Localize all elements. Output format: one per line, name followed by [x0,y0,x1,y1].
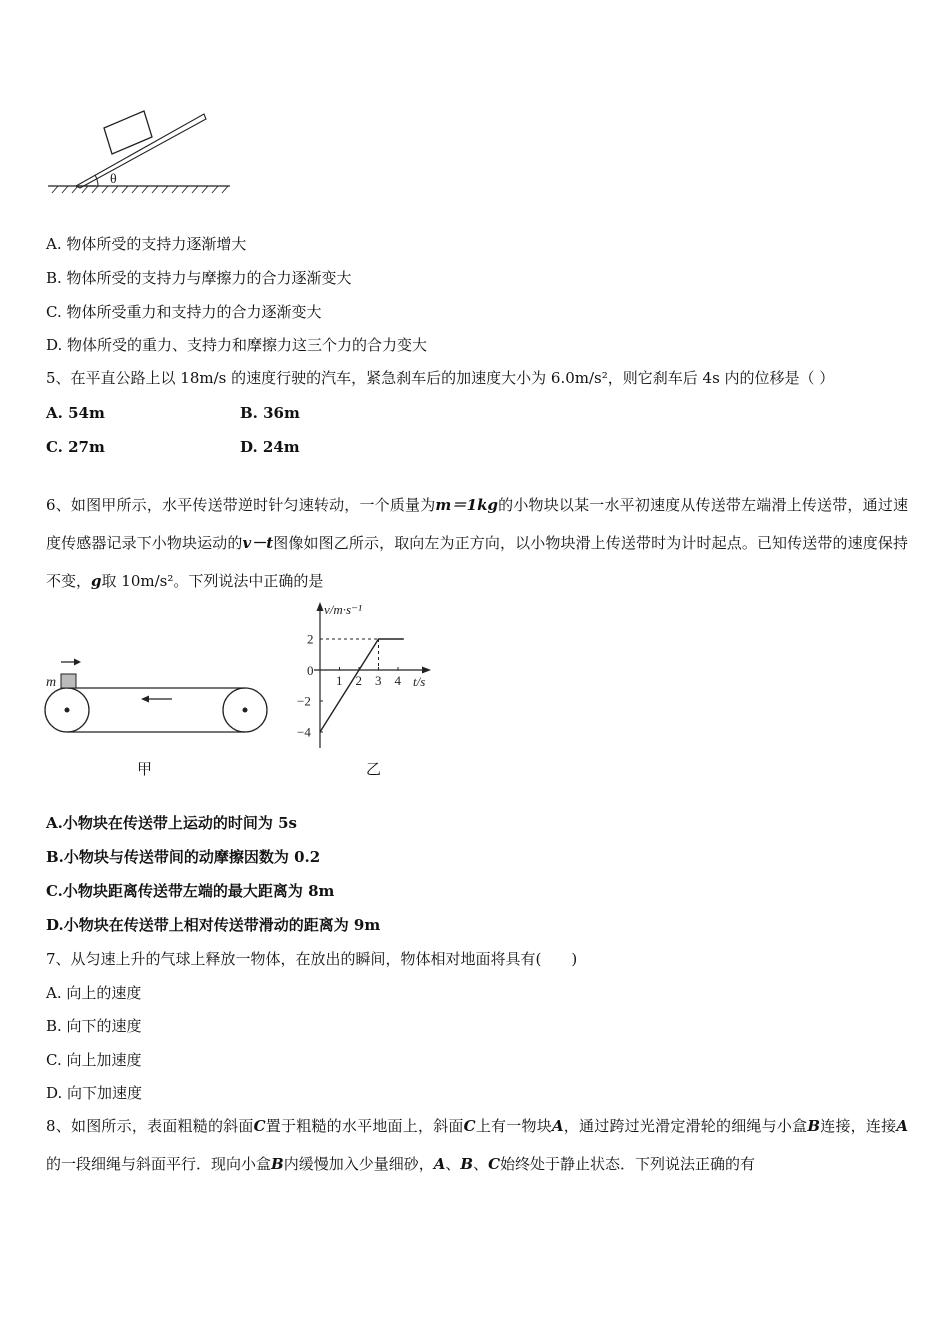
q8-text-5: 连接，连接 [820,1117,897,1135]
figure-a-caption: 甲 [137,760,153,778]
q7-option-a: A. 向上的速度 [46,984,142,1002]
vt-graph [290,596,450,756]
q6-stem-part-4: 取 10m/s²。下列说法中正确的是 [101,572,324,590]
q7-stem: 7、从匀速上升的气球上释放一物体，在放出的瞬间，物体相对地面将具有( ) [46,950,578,968]
q5-option-d: D. 24m [240,438,300,456]
belt-direction-arrow [141,696,172,703]
q5-option-b: B. 36m [240,404,300,422]
q4-option-a: A. 物体所受的支持力逐渐增大 [46,235,247,253]
q8-var-a: A [551,1117,564,1135]
block-velocity-arrow [61,659,81,666]
q6-mass-expr: m＝1kg [435,496,498,514]
q8-sep: 、 [473,1155,489,1173]
q6-stem-part-1: 6、如图甲所示，水平传送带逆时针匀速转动，一个质量为 [46,496,436,514]
x-tick-label: 1 [336,673,343,688]
q6-option-a: A.小物块在传送带上运动的时间为 5s [46,814,297,832]
y-tick-label: −2 [297,693,311,709]
x-tick-label: 2 [355,673,362,688]
q8-stem [46,1107,908,1183]
q6-option-d: D.小物块在传送带上相对传送带滑动的距离为 9m [46,916,381,934]
q8-var-a: A [433,1155,446,1173]
q8-text-3: 上有一物块 [475,1117,552,1135]
q8-text-4: ，通过跨过光滑定滑轮的细绳与小盒 [563,1117,808,1135]
q5-option-a: A. 54m [46,404,105,422]
q6-option-b: B.小物块与传送带间的动摩擦因数为 0.2 [46,848,321,866]
q8-var-c: C [253,1117,266,1135]
q8-var-b: B [460,1155,474,1173]
q6-g-var: g [91,572,102,590]
y-axis-label: v/m·s⁻¹ [324,602,362,617]
q6-vt-expr: v－t [242,534,274,552]
x-tick-label: 4 [394,673,401,688]
q7-option-b: B. 向下的速度 [46,1017,142,1035]
q6-stem-part-3: 图像如图乙所示，取向左为正方向，以小物块滑上传送带时为计时起点。已知传送带的速度保持不变， [46,534,908,590]
mass-label: m [46,675,57,690]
y-tick-label: 2 [307,631,314,647]
q4-option-c: C. 物体所受重力和支持力的合力逐渐变大 [46,303,322,321]
x-tick-label: 3 [375,673,382,688]
q8-text-8: 始终处于静止状态．下列说法正确的有 [500,1155,756,1173]
q8-var-c: C [488,1155,501,1173]
q8-sep: 、 [445,1155,461,1173]
q7-option-c: C. 向上加速度 [46,1051,142,1069]
q8-text-2: 置于粗糙的水平地面上，斜面 [265,1117,464,1135]
x-axis-label: t/s [413,674,426,689]
q5-option-c: C. 27m [46,438,105,456]
q7-option-d: D. 向下加速度 [46,1084,143,1102]
q6-stem-part-2: 的小物块以某一水平初速度从传送带左端滑上传送带，通过速度传感器记录下小物块运动的 [46,496,908,552]
q4-option-b: B. 物体所受的支持力与摩擦力的合力逐渐变大 [46,269,352,287]
small-block [61,674,76,688]
q8-text-6: 的一段细绳与斜面平行．现向小盒 [46,1155,272,1173]
q8-text-1: 8、如图所示，表面粗糙的斜面 [46,1117,254,1135]
q8-var-a: A [896,1117,908,1135]
q8-var-b: B [271,1155,284,1173]
q6-option-c: C.小物块距离传送带左端的最大距离为 8m [46,882,335,900]
angle-theta-label: θ [110,172,117,187]
q4-option-d: D. 物体所受的重力、支持力和摩擦力这三个力的合力变大 [46,336,428,354]
conveyor-belt-figure [40,652,280,742]
figure-b-caption: 乙 [366,760,382,778]
q5-stem: 5、在平直公路上以 18m/s 的速度行驶的汽车，紧急刹车后的加速度大小为 6.0m/s²，则它刹车后 4s 内的位移是（ ） [46,369,835,387]
q8-var-c: C [463,1117,476,1135]
q8-var-b: B [807,1117,820,1135]
y-tick-label: −4 [297,724,311,740]
q8-text-7: 内缓慢加入少量细砂， [283,1155,434,1173]
incline-figure [48,100,238,200]
origin-zero-label: 0 [307,663,314,678]
q6-stem [46,486,908,600]
